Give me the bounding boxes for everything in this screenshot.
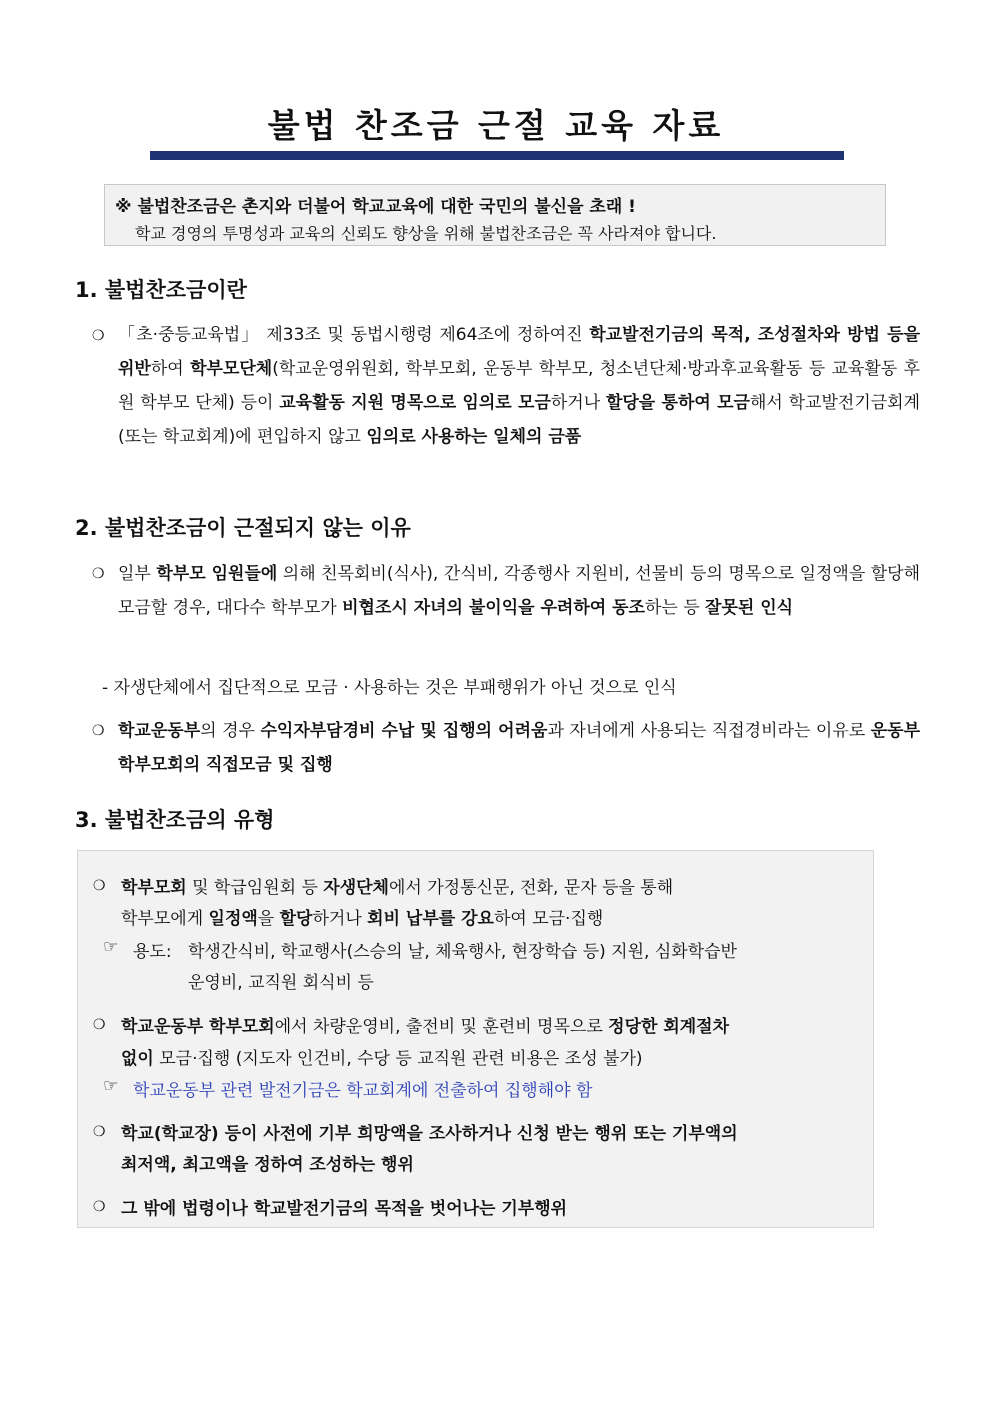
text-run: 의 경우 bbox=[200, 721, 261, 741]
text-run: 의해 친목회비(식사), 간식비, 각종행사 지원비, 선물비 등의 명목으로 일정액을 할당해 모금할 경우, 대다수 학부모가 bbox=[118, 564, 921, 618]
notice-line-2: 학교 경영의 투명성과 교육의 신뢰도 향상을 위해 불법찬조금은 꼭 사라져야 합니다. bbox=[135, 224, 717, 243]
bold-text-run: 학교발전기금의 목적, 조성절차와 방법 등을 위반 bbox=[118, 325, 920, 379]
notice-line-1: ※ 불법찬조금은 촌지와 더불어 학교교육에 대한 국민의 불신을 초래 ! bbox=[115, 197, 636, 217]
type-1-use-line-2: 운영비, 교직원 회식비 등 bbox=[188, 973, 374, 993]
section-3-heading: 3. 불법찬조금의 유형 bbox=[75, 808, 275, 832]
bold-text-run: 학교운동부 학부모회 bbox=[121, 1017, 275, 1037]
text-run: 및 학급임원회 등 bbox=[186, 878, 324, 898]
type-2-note: 학교운동부 관련 발전기금은 학교회계에 전출하여 집행해야 함 bbox=[133, 1081, 593, 1101]
type-2-line-1 bbox=[121, 1012, 729, 1037]
pointing-hand-icon: ☞ bbox=[103, 1076, 119, 1096]
text-run: 에서 차량운영비, 출전비 및 훈련비 명목으로 bbox=[274, 1017, 609, 1037]
section-2-heading: 2. 불법찬조금이 근절되지 않는 이유 bbox=[75, 516, 411, 540]
circle-bullet-icon: ❍ bbox=[92, 723, 105, 739]
section-1-paragraph bbox=[118, 318, 920, 454]
text-run: 과 자녀에게 사용되는 직접경비라는 이유로 bbox=[547, 721, 871, 741]
bold-text-run: 학부모 임원들에 bbox=[156, 564, 278, 584]
bold-text-run: 정당한 회계절차 bbox=[608, 1017, 730, 1037]
type-3-line-1: 학교(학교장) 등이 사전에 기부 희망액을 조사하거나 신청 받는 행위 또는 기부액의 bbox=[121, 1124, 738, 1144]
bold-text-run: 없이 bbox=[121, 1049, 154, 1069]
bold-text-run: 일정액 bbox=[208, 909, 258, 929]
bold-text-run: 학교운동부 bbox=[118, 721, 201, 741]
circle-bullet-icon: ❍ bbox=[92, 328, 105, 344]
bold-text-run: 잘못된 인식 bbox=[705, 598, 794, 618]
bold-text-run: 교육활동 지원 명목으로 임의로 모금 bbox=[279, 393, 551, 413]
type-1-use-label: 용도: bbox=[133, 942, 172, 962]
notice-box bbox=[104, 184, 886, 246]
circle-bullet-icon: ❍ bbox=[93, 1017, 106, 1033]
pointing-hand-icon: ☞ bbox=[103, 937, 119, 957]
text-run: 하는 등 bbox=[644, 598, 706, 618]
text-run: 일부 bbox=[118, 564, 157, 584]
page-title: 불법 찬조금 근절 교육 자료 bbox=[267, 106, 725, 145]
type-2-line-2 bbox=[121, 1044, 643, 1069]
text-run: 을 bbox=[257, 909, 280, 929]
bold-text-run: 수익자부담경비 수납 및 집행의 어려움 bbox=[260, 721, 548, 741]
type-1-use-line-1: 학생간식비, 학교행사(스승의 날, 체육행사, 현장학습 등) 지원, 심화학습반 bbox=[188, 942, 737, 962]
bold-text-run: 자생단체 bbox=[323, 878, 389, 898]
text-run: 학부모에게 bbox=[121, 909, 209, 929]
bold-text-run: 임의로 사용하는 일체의 금품 bbox=[366, 427, 582, 447]
type-1-line-2 bbox=[121, 904, 603, 929]
text-run: 하여 모금·집행 bbox=[493, 909, 604, 929]
text-run: 해서 학교발전기금회계(또는 학교회계)에 편입하지 않고 bbox=[118, 393, 921, 447]
bold-text-run: 비협조시 자녀의 불이익을 우려하여 동조 bbox=[342, 598, 645, 618]
section-1-heading: 1. 불법찬조금이란 bbox=[75, 278, 247, 302]
bold-text-run: 학부모회 bbox=[121, 878, 187, 898]
bold-text-run: 할당을 통하여 모금 bbox=[605, 393, 750, 413]
type-4-line: 그 밖에 법령이나 학교발전기금의 목적을 벗어나는 기부행위 bbox=[121, 1199, 568, 1219]
section-2-dash-note: - 자생단체에서 집단적으로 모금 · 사용하는 것은 부패행위가 아닌 것으로 인식 bbox=[102, 678, 677, 698]
section-2-paragraph-1 bbox=[118, 557, 920, 625]
text-run: 「초·중등교육법」 제33조 및 동법시행령 제64조에 정하여진 bbox=[118, 325, 590, 345]
circle-bullet-icon: ❍ bbox=[93, 878, 106, 894]
circle-bullet-icon: ❍ bbox=[92, 566, 105, 582]
section-2-paragraph-2 bbox=[118, 714, 920, 782]
bold-text-run: 할당 bbox=[279, 909, 313, 929]
title-underline bbox=[150, 151, 844, 160]
text-run: 하여 bbox=[150, 359, 191, 379]
text-run: 에서 가정통신문, 전화, 문자 등을 통해 bbox=[388, 878, 674, 898]
text-run: (학교운영위원회, 학부모회, 운동부 학부모, 청소년단체·방과후교육활동 등 교육활동 후원 학부모 단체) 등이 bbox=[118, 359, 921, 413]
circle-bullet-icon: ❍ bbox=[93, 1199, 106, 1215]
type-1-line-1 bbox=[121, 873, 673, 898]
type-3-line-2: 최저액, 최고액을 정하여 조성하는 행위 bbox=[121, 1155, 414, 1175]
text-run: 모금·집행 (지도자 인건비, 수당 등 교직원 관련 비용은 조성 불가) bbox=[153, 1049, 643, 1069]
types-box bbox=[77, 850, 874, 1228]
text-run: 하거나 bbox=[312, 909, 368, 929]
bold-text-run: 회비 납부를 강요 bbox=[367, 909, 494, 929]
circle-bullet-icon: ❍ bbox=[93, 1124, 106, 1140]
bold-text-run: 학부모단체 bbox=[190, 359, 273, 379]
text-run: 하거나 bbox=[550, 393, 606, 413]
bold-text-run: 운동부 학부모회의 직접모금 및 집행 bbox=[118, 721, 920, 775]
